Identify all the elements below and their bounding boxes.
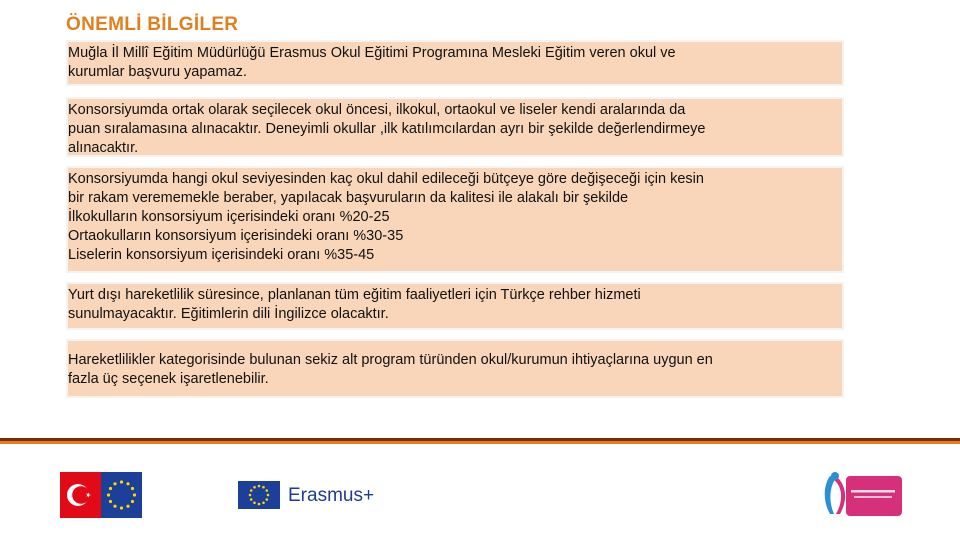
info-line: Konsorsiyumda ortak olarak seçilecek okul öncesi, ilkokul, ortaokul ve liseler kendi aralarında da	[68, 102, 686, 118]
info-box-1	[66, 40, 844, 86]
erasmus-plus-label: Erasmus+	[288, 485, 375, 506]
info-line: Konsorsiyumda hangi okul seviyesinden kaç okul dahil edileceği bütçeye göre değişeceği için kesin	[68, 171, 704, 187]
info-box-2	[66, 97, 844, 157]
info-line: kurumlar başvuru yapamaz.	[68, 64, 247, 80]
eu-flag-icon	[238, 481, 280, 509]
info-line: puan sıralamasına alınacaktır. Deneyimli okullar ,ilk katılımcılardan ayrı bir şekilde değerlendirmeye	[68, 121, 706, 137]
info-line: İlkokulların konsorsiyum içerisindeki oranı %20-25	[68, 209, 390, 225]
info-line: fazla üç seçenek işaretlenebilir.	[68, 371, 269, 387]
info-line: alınacaktır.	[68, 140, 139, 156]
info-line: Hareketlilikler kategorisinde bulunan sekiz alt program türünden okul/kurumun ihtiyaçlarına uygun en	[68, 352, 713, 368]
info-line: sunulmayacaktır. Eğitimlerin dili İngilizce olacaktır.	[68, 306, 389, 322]
info-line: Ortaokulların konsorsiyum içerisindeki oranı %30-35	[68, 228, 404, 244]
info-box-3	[66, 166, 844, 273]
erasmus-plus-logo	[238, 478, 383, 514]
info-box-4	[66, 282, 844, 330]
info-line: Liselerin konsorsiyum içerisindeki oranı %35-45	[68, 247, 375, 263]
footer-divider-light	[0, 441, 960, 444]
info-line: Muğla İl Millî Eğitim Müdürlüğü Erasmus Okul Eğitimi Programına Mesleki Eğitim veren okul ve	[68, 45, 676, 61]
info-box-5	[66, 339, 844, 398]
muğla-mem-logo	[818, 470, 904, 520]
turkey-eu-flags-logo	[60, 472, 142, 518]
info-line: Yurt dışı hareketlilik süresince, planlanan tüm eğitim faaliyetleri için Türkçe rehber hizmeti	[68, 287, 641, 303]
info-line: bir rakam verememekle beraber, yapılacak başvuruların da kalitesi ile alakalı bir şekilde	[68, 190, 629, 206]
page-title: ÖNEMLİ BİLGİLER	[66, 14, 239, 35]
